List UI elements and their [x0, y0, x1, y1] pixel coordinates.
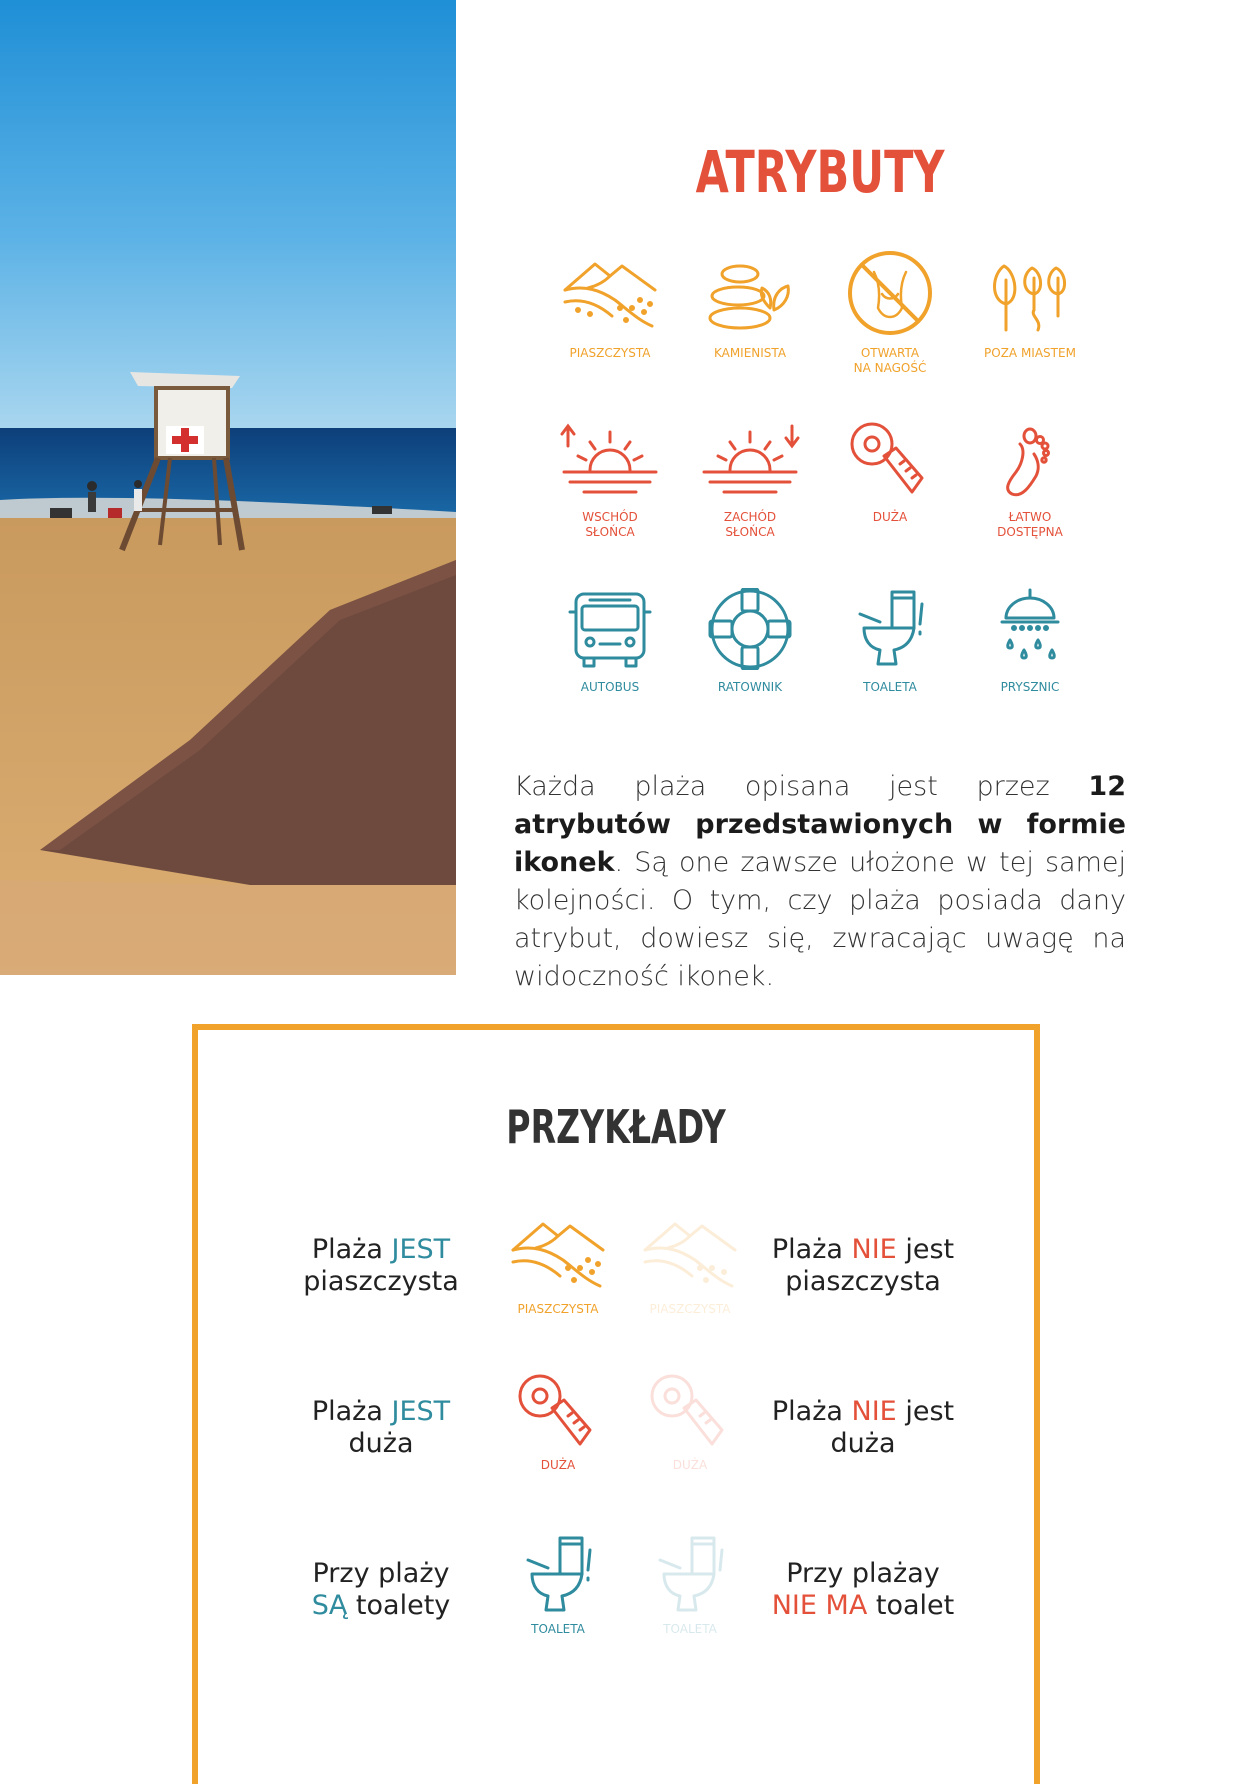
beach-photo: [0, 0, 456, 975]
attribute-bus: [540, 588, 680, 695]
footprint-icon: [980, 420, 1080, 500]
example-positive-text: Przy plaży SĄ toalety: [311, 1558, 451, 1621]
attribute-easy-access: [960, 420, 1100, 540]
stones-icon: [700, 250, 800, 336]
examples-title: PRZYKŁADY: [506, 1100, 726, 1154]
attribute-label: OTWARTA NA NAGOŚĆ: [853, 346, 927, 375]
attribute-label: AUTOBUS: [580, 680, 640, 694]
example-negative-text: Plaża NIE jest piaszczysta: [771, 1234, 955, 1297]
attribute-label: RATOWNIK: [717, 680, 783, 694]
attributes-description: Każda plaża opisana jest przez 12 atrybutów przedstawionych w formie ikonek. Są one zawsze ułożone w tej samej kolejności. O tym, czy plaża posiada dany atrybut, dowiesz się, zwracając uwagę na widoczność ikonek.: [514, 771, 1126, 992]
attribute-sandy: [540, 250, 680, 361]
attribute-label: PIASZCZYSTA: [569, 346, 651, 360]
toilet-icon: [840, 588, 940, 670]
attribute-stony: [680, 250, 820, 361]
example-icon-label: PIASZCZYSTA: [649, 1302, 731, 1316]
bus-icon: [560, 588, 660, 670]
attribute-nudity: [820, 250, 960, 376]
attribute-label: KAMIENISTA: [713, 346, 787, 360]
examples-box: [192, 1024, 1040, 1784]
example-icon-label: DUŻA: [540, 1458, 576, 1472]
attribute-sunset: [680, 420, 820, 540]
attribute-label: WSCHÓD SŁOŃCA: [582, 510, 638, 539]
toilet-icon: [640, 1534, 740, 1616]
sand-dunes-icon: [508, 1210, 608, 1296]
nudity-allowed-icon: [840, 250, 940, 336]
attribute-label: ZACHÓD SŁOŃCA: [723, 510, 777, 539]
example-icon-label: TOALETA: [663, 1622, 717, 1636]
shower-icon: [980, 588, 1080, 670]
example-icon-visible: [498, 1372, 618, 1472]
example-row: [198, 1372, 1034, 1492]
attribute-label: TOALETA: [863, 680, 917, 694]
sand-dunes-icon: [640, 1210, 740, 1296]
attribute-label: POZA MIASTEM: [984, 346, 1076, 360]
trees-icon: [980, 250, 1080, 336]
attribute-sunrise: [540, 420, 680, 540]
sunset-icon: [700, 420, 800, 500]
attribute-large: [820, 420, 960, 525]
example-icon-label: DUŻA: [672, 1458, 708, 1472]
example-negative-text: Przy plażay NIE MA toalet: [771, 1558, 955, 1621]
attribute-shower: [960, 588, 1100, 695]
sunrise-icon: [560, 420, 660, 500]
attribute-toilet: [820, 588, 960, 695]
example-icon-visible: [498, 1534, 618, 1636]
measuring-tape-icon: [640, 1372, 740, 1452]
measuring-tape-icon: [508, 1372, 608, 1452]
sand-dunes-icon: [560, 250, 660, 336]
example-row: [198, 1534, 1034, 1654]
example-icon-faded: [630, 1534, 750, 1636]
example-positive-text: Plaża JEST duża: [311, 1396, 451, 1459]
attribute-lifeguard: [680, 588, 820, 695]
attribute-label: PRYSZNIC: [1000, 680, 1060, 694]
example-icon-visible: [498, 1210, 618, 1316]
example-icon-label: PIASZCZYSTA: [517, 1302, 599, 1316]
example-icon-faded: [630, 1372, 750, 1472]
lifebuoy-icon: [700, 588, 800, 670]
attribute-label: DUŻA: [872, 510, 908, 524]
example-icon-label: TOALETA: [531, 1622, 585, 1636]
example-icon-faded: [630, 1210, 750, 1316]
attribute-label: ŁATWO DOSTĘPNA: [997, 510, 1063, 539]
measuring-tape-icon: [840, 420, 940, 500]
example-row: [198, 1210, 1034, 1330]
example-positive-text: Plaża JEST piaszczysta: [303, 1234, 459, 1297]
attribute-outside-city: [960, 250, 1100, 361]
attributes-title: ATRYBUTY: [695, 138, 945, 206]
example-negative-text: Plaża NIE jest duża: [771, 1396, 955, 1459]
toilet-icon: [508, 1534, 608, 1616]
